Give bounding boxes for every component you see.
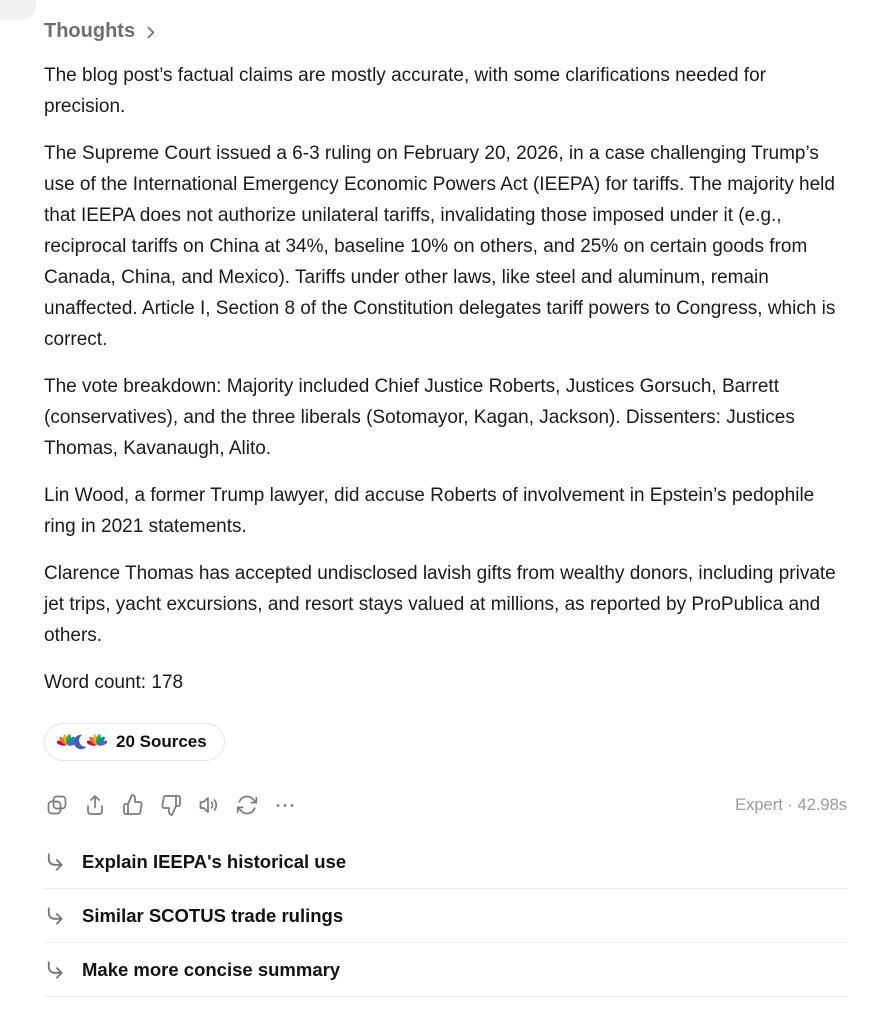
followup-label: Make more concise summary (82, 958, 341, 980)
paragraph: The vote breakdown: Majority included Chief Justice Roberts, Justices Gorsuch, Barrett (conservatives), and the three liberals (Sotomayor, Kagan, Jackson). Dissenters: Justices Thomas, Kavanaugh, Alito. (44, 376, 795, 459)
copy-icon (45, 793, 69, 817)
share-button[interactable] (82, 792, 108, 818)
more-button[interactable] (272, 792, 298, 818)
followup-suggestion[interactable] (44, 835, 847, 889)
thumbs-down-icon (159, 793, 183, 817)
sources-button[interactable] (44, 723, 225, 761)
paragraph: Clarence Thomas has accepted undisclosed lavish gifts from wealthy donors, including private jet trips, yacht excursions, and resort stays valued at millions, as reported by ProPublica and others. (44, 563, 836, 646)
paragraph: The Supreme Court issued a 6-3 ruling on February 20, 2026, in a case challenging Trump’s use of the International Emergency Economic Powers Act (IEEPA) for tariffs. The majority held that IEEPA does not authorize unilateral tariffs, invalidating those imposed under it (e.g., reciprocal tariffs on China at 34%, baseline 10% on others, and 25% on certain goods from Canada, China, and Mexico). Tariffs under other laws, like steel and aluminum, remain unaffected. Article I, Section 8 of the Constitution delegates tariff powers to Congress, which is correct. (44, 143, 836, 350)
followup-suggestions (44, 835, 847, 997)
word-count: Word count: 178 (44, 672, 184, 693)
thoughts-toggle[interactable] (44, 20, 159, 43)
regenerate-icon (235, 793, 259, 817)
thumbs-up-icon (121, 793, 145, 817)
paragraph: The blog post’s factual claims are mostly accurate, with some clarifications needed for precision. (44, 65, 766, 117)
branch-arrow-icon (44, 959, 65, 980)
response-toolbar (44, 790, 847, 820)
followup-label: Similar SCOTUS trade rulings (82, 904, 344, 926)
previous-element-corner (0, 0, 36, 20)
followup-suggestion[interactable] (44, 889, 847, 943)
branch-arrow-icon (44, 851, 65, 872)
share-icon (83, 793, 107, 817)
thumbs-down-button[interactable] (158, 792, 184, 818)
followup-label: Explain IEEPA's historical use (82, 850, 347, 872)
thoughts-label: Thoughts (44, 20, 136, 42)
followup-suggestion[interactable] (44, 943, 847, 997)
source-favicons (57, 732, 107, 752)
nbc-peacock-favicon-icon (87, 732, 107, 752)
regenerate-button[interactable] (234, 792, 260, 818)
read-aloud-button[interactable] (196, 792, 222, 818)
chevron-right-icon (142, 22, 159, 41)
thumbs-up-button[interactable] (120, 792, 146, 818)
sources-count-label: 20 Sources (116, 732, 207, 751)
paragraph: Lin Wood, a former Trump lawyer, did accuse Roberts of involvement in Epstein’s pedophile ring in 2021 statements. (44, 485, 815, 537)
more-icon (273, 793, 297, 817)
copy-button[interactable] (44, 792, 70, 818)
read-aloud-icon (197, 793, 221, 817)
model-timing-label: Expert · 42.98s (735, 795, 847, 814)
branch-arrow-icon (44, 905, 65, 926)
